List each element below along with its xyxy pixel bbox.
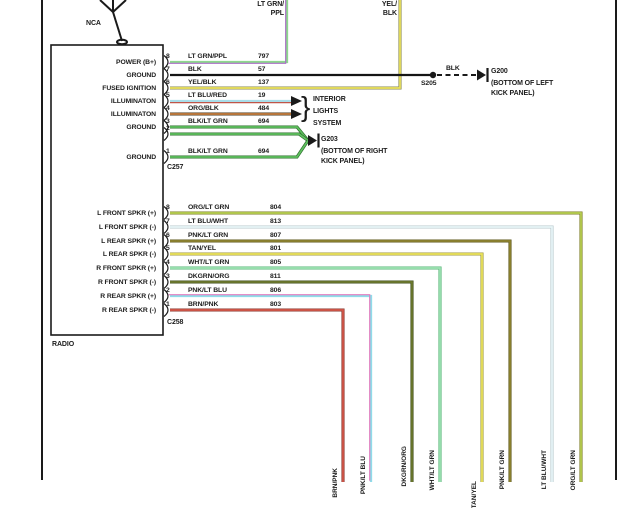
c257-pin6-wire-color: YEL/BLK: [188, 78, 217, 86]
ground-g200-symbol: [477, 70, 486, 81]
c258-pin5-bottom-label: TAN/YEL: [471, 481, 478, 508]
c257-pin7-circuit: 57: [258, 65, 266, 73]
c258-pin8-number: 8: [166, 203, 170, 211]
c257-pin2-number: 2: [166, 124, 170, 132]
antenna-icon: [113, 12, 122, 41]
antenna-icon: [117, 40, 127, 44]
c257-pin5-number: 5: [166, 91, 170, 99]
c258-pin2-function: R REAR SPKR (+): [100, 293, 156, 300]
c257-pin3-function: GROUND: [126, 124, 156, 131]
c258-pin3-function: R FRONT SPKR (-): [97, 279, 156, 286]
c258-pin5-function: L REAR SPKR (-): [102, 251, 156, 258]
c257-pin3-wire-color: BLK/LT GRN: [188, 117, 228, 125]
top-wire-label-line: YEL/: [381, 1, 397, 8]
c258-pin2-wire-stripe: [169, 295, 370, 481]
c258-pin4-number: 4: [166, 258, 170, 266]
c257-pin4-number: 4: [166, 104, 170, 112]
c258-pin6-wire-color: PNK/LT GRN: [188, 231, 229, 239]
splice-s205-dot: [430, 72, 436, 78]
c258-pin6-bottom-label: PNK/LT GRN: [499, 450, 506, 490]
c258-pin3-bottom-label: DKGRN/ORG: [401, 446, 408, 487]
c258-pin1-wire-outline: [170, 310, 343, 482]
c257-pin5-function: ILLUMINATON: [110, 98, 156, 105]
c257-pin8-function: POWER (B+): [116, 59, 156, 66]
c258-pin6-function: L REAR SPKR (+): [101, 238, 156, 245]
c257-pin4-function: ILLUMINATON: [110, 111, 156, 118]
c258-pin2-number: 2: [166, 286, 170, 294]
antenna-label: NCA: [86, 20, 101, 27]
c258-pin6-number: 6: [166, 231, 170, 239]
connector-c257-label: C257: [167, 164, 184, 171]
c258-pin3-wire-outline: [170, 282, 412, 482]
top-wire-label-yelblk: [343, 1, 397, 18]
top-wire-label-line: PPL: [270, 9, 284, 17]
c258-pin6-circuit: 807: [270, 231, 282, 239]
c258-pin7-wire-color: LT BLU/WHT: [188, 217, 229, 225]
connector-c258-label: C258: [167, 319, 184, 326]
c258-pin2-circuit: 806: [270, 286, 282, 294]
c257-pin8-circuit: 797: [258, 52, 270, 60]
c257-pin8-number: 8: [166, 52, 170, 60]
c258-pin5-wire-color: TAN/YEL: [188, 244, 216, 252]
c257-pin4-circuit: 484: [258, 104, 270, 112]
c257-pin7-function: GROUND: [126, 72, 156, 79]
c258-pin8-function: L FRONT SPKR (+): [97, 210, 156, 217]
c258-pin1-wire-color: BRN/PNK: [188, 300, 219, 308]
c257-pin8-wire-color: LT GRN/PPL: [188, 52, 227, 60]
c257-pin7-number: 7: [166, 65, 170, 73]
c258-pin7-function: L FRONT SPKR (-): [98, 224, 156, 231]
c258-pin7-bottom-label: LT BLU/WHT: [541, 450, 548, 490]
c258-pin1-bottom-label: BRN/PNK: [332, 468, 339, 498]
c258-pin4-bottom-label: WHT/LT GRN: [429, 450, 436, 491]
antenna-icon: [100, 0, 113, 12]
ground-g203-location-1: (BOTTOM OF RIGHT: [321, 148, 388, 155]
c258-pin4-function: R FRONT SPKR (+): [96, 265, 156, 272]
c258-pin3-number: 3: [166, 272, 170, 280]
c258-pin3-wire: [170, 282, 412, 482]
c257-pin6-number: 6: [166, 78, 170, 86]
c257-pin1-circuit: 694: [258, 147, 270, 155]
c258-pin1-circuit: 803: [270, 300, 282, 308]
ground-g203-location-2: KICK PANEL): [321, 158, 365, 165]
c257-pin1-number: 1: [166, 147, 170, 155]
splice-s205-label: S205: [421, 80, 437, 87]
c257-pin3-number: 3: [166, 117, 170, 125]
c257-pin6-circuit: 137: [258, 78, 270, 86]
c258-pin5-number: 5: [166, 244, 170, 252]
splice-wire-label: BLK: [446, 65, 460, 72]
c258-pin1-wire: [170, 310, 343, 482]
c257-pin5-circuit: 19: [258, 91, 266, 99]
c258-pin7-number: 7: [166, 217, 170, 225]
ground-g203-symbol: [308, 135, 317, 146]
interior-lights-label-1: INTERIOR: [313, 96, 346, 103]
interior-lights-label-2: LIGHTS: [313, 108, 339, 115]
c258-pin3-circuit: 811: [270, 272, 281, 280]
c257-pin7-wire-color: BLK: [188, 65, 202, 73]
c258-pin3-wire-color: DKGRN/ORG: [188, 272, 230, 280]
c257-pin5-wire-color: LT BLU/RED: [188, 91, 227, 99]
c258-pin2-bottom-label: PNK/LT BLU: [360, 456, 367, 495]
ground-g200-location-1: (BOTTOM OF LEFT: [491, 80, 554, 87]
c258-pin4-circuit: 805: [270, 258, 282, 266]
top-wire-label-ltgrnppl: [230, 1, 284, 18]
c258-pin8-wire-color: ORG/LT GRN: [188, 203, 230, 211]
c258-pin8-circuit: 804: [270, 203, 282, 211]
top-wire-label-line: LT GRN/: [257, 1, 284, 8]
ground-g200-location-2: KICK PANEL): [491, 90, 535, 97]
interior-lights-label-3: SYSTEM: [313, 120, 342, 127]
c257-pin2-wire-outline: [170, 134, 308, 141]
interior-lights-brace: }: [301, 91, 311, 122]
c257-pin1-function: GROUND: [126, 154, 156, 161]
antenna-icon: [113, 0, 126, 12]
c258-pin1-number: 1: [166, 300, 170, 308]
ground-g200-id: G200: [491, 68, 508, 75]
c258-pin8-bottom-label: ORG/LT GRN: [570, 450, 577, 491]
c258-pin2-wire-color: PNK/LT BLU: [188, 286, 227, 294]
c257-pin6-function: FUSED IGNITION: [102, 85, 156, 92]
ground-g203-id: G203: [321, 136, 338, 143]
c257-pin3-circuit: 694: [258, 117, 270, 125]
c258-pin7-circuit: 813: [270, 217, 282, 225]
top-wire-label-line: BLK: [382, 9, 397, 17]
c258-pin5-circuit: 801: [270, 244, 282, 252]
c258-pin1-function: R REAR SPKR (-): [101, 307, 156, 314]
c258-pin4-wire-color: WHT/LT GRN: [188, 258, 230, 266]
c257-pin4-wire-color: ORG/BLK: [188, 104, 219, 112]
radio-label: RADIO: [52, 341, 75, 348]
c257-pin1-wire-color: BLK/LT GRN: [188, 147, 228, 155]
c258-pin2-wire: [170, 296, 371, 482]
